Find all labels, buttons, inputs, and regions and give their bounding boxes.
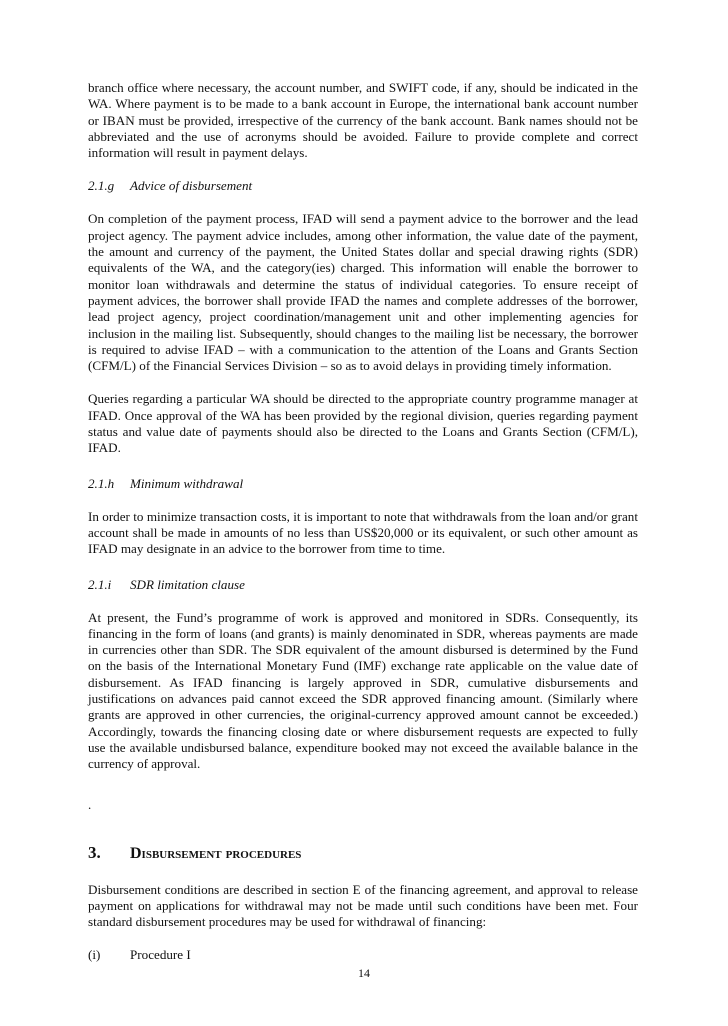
document-page — [88, 80, 638, 963]
subsection-heading-minimum — [88, 476, 638, 492]
paragraph-disbursement-procedures: Disbursement conditions are described in section E of the financing agreement, and approval to release payment on applications for withdrawal may not be made until such conditions have been met. Four standard disbursement procedures may be used for withdrawal of financing: — [88, 881, 638, 930]
paragraph-minimum-withdrawal: In order to minimize transaction costs, it is important to note that withdrawals from the loan and/or grant account shall be made in amounts of no less than US$20,000 or its equivalent, or such other amount as IFAD may designate in an advice to the borrower from time to time. — [88, 508, 638, 557]
subsection-title: Minimum withdrawal — [130, 475, 244, 491]
paragraph-payment-advice: On completion of the payment process, IFAD will send a payment advice to the borrower and the lead project agency. The payment advice includes, among other information, the value date of the payment, the amount and currency of the payment, the United States dollar and special drawing rights (SDR) equivalents of the WA, and the category(ies) charged. This information will enable the borrower to monitor loan withdrawals and determine the status of individual categories. To ensure receipt of payment advices, the borrower shall provide IFAD the names and complete addresses of the borrower, lead project agency, project coordination/management unit and other implementing agencies for inclusion in the mailing list. Subsequently, should changes to the mailing list be necessary, the borrower is required to advise IFAD – with a communication to the attention of the Loans and Grants Section (CFM/L) of the Financial Services Division – so as to avoid delays in providing timely information. — [88, 211, 638, 374]
subsection-title: SDR limitation clause — [130, 576, 245, 592]
paragraph-sdr-limitation: At present, the Fund’s programme of work is approved and monitored in SDRs. Consequently, its financing in the form of loans (and grants) is mainly denominated in SDR, whereas payments are made in currencies other than SDR. The SDR equivalent of the amount disbursed is determined by the Fund on the basis of the International Monetary Fund (IMF) exchange rate applicable on the value date of disbursement. As IFAD financing is largely approved in SDR, cumulative disbursements and justifications on advances paid cannot exceed the SDR approved financing amount. (Similarly where grants are approved in other currencies, the original-currency approved amount cannot be exceeded.) Accordingly, towards the financing closing date or where disbursement requests are expected to fully use the available undisbursed balance, expenditure booked may not exceed the available balance in the currency of approval. — [88, 609, 638, 772]
paragraph-queries: Queries regarding a particular WA should be directed to the appropriate country programme manager at IFAD. Once approval of the WA has been provided by the regional division, queries regarding payment status and value date of payments should also be directed to the Loans and Grants Section (CFM/L), IFAD. — [88, 391, 638, 456]
page-number: 14 — [358, 966, 370, 980]
paragraph-bank-details: branch office where necessary, the account number, and SWIFT code, if any, should be indicated in the WA. Where payment is to be made to a bank account in Europe, the international bank account number or IBAN must be provided, irrespective of the currency of the bank account. Bank names should not be abbreviated and the use of acronyms should be avoided. Failure to provide complete and correct information will result in payment delays. — [88, 80, 638, 161]
section-title: Disbursement procedures — [130, 844, 302, 862]
subsection-number: 2.1.i — [88, 576, 112, 592]
stray-dot: . — [88, 796, 92, 812]
section-number: 3. — [88, 842, 101, 862]
subsection-title: Advice of disbursement — [130, 178, 253, 194]
list-item-label: Procedure I — [130, 947, 191, 963]
list-item-procedure-1 — [88, 947, 638, 963]
subsection-heading-sdr — [88, 577, 638, 593]
list-item-marker: (i) — [88, 947, 101, 963]
subsection-number: 2.1.h — [88, 475, 115, 491]
section-heading-procedures — [88, 843, 638, 864]
subsection-number: 2.1.g — [88, 178, 115, 194]
subsection-heading-advice — [88, 178, 638, 194]
